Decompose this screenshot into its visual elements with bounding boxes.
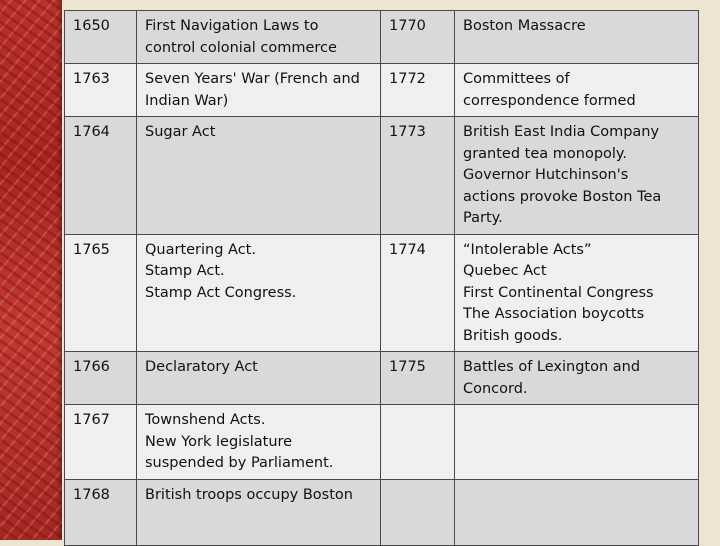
event-cell: “Intolerable Acts” Quebec Act First Continental Congress The Association boycotts British goods. bbox=[455, 234, 699, 352]
year-cell: 1767 bbox=[65, 405, 137, 480]
year-cell: 1775 bbox=[381, 352, 455, 405]
year-cell: 1773 bbox=[381, 117, 455, 235]
table-row bbox=[65, 64, 699, 117]
event-cell: Declaratory Act bbox=[137, 352, 381, 405]
year-cell: 1768 bbox=[65, 479, 137, 545]
event-cell: Sugar Act bbox=[137, 117, 381, 235]
table-row bbox=[65, 11, 699, 64]
timeline-table bbox=[64, 10, 699, 546]
event-cell bbox=[455, 479, 699, 545]
year-cell: 1763 bbox=[65, 64, 137, 117]
table-row bbox=[65, 479, 699, 545]
year-cell: 1774 bbox=[381, 234, 455, 352]
event-cell: Committees of correspondence formed bbox=[455, 64, 699, 117]
event-cell: Boston Massacre bbox=[455, 11, 699, 64]
table-row bbox=[65, 352, 699, 405]
year-cell bbox=[381, 405, 455, 480]
event-cell: British troops occupy Boston bbox=[137, 479, 381, 545]
decorative-side-border bbox=[0, 0, 62, 540]
table-row bbox=[65, 405, 699, 480]
table-row bbox=[65, 234, 699, 352]
table-row bbox=[65, 117, 699, 235]
year-cell: 1766 bbox=[65, 352, 137, 405]
event-cell: Seven Years' War (French and Indian War) bbox=[137, 64, 381, 117]
year-cell bbox=[381, 479, 455, 545]
event-cell: Quartering Act. Stamp Act. Stamp Act Congress. bbox=[137, 234, 381, 352]
event-cell: First Navigation Laws to control colonial commerce bbox=[137, 11, 381, 64]
year-cell: 1770 bbox=[381, 11, 455, 64]
event-cell: Townshend Acts. New York legislature suspended by Parliament. bbox=[137, 405, 381, 480]
year-cell: 1650 bbox=[65, 11, 137, 64]
year-cell: 1764 bbox=[65, 117, 137, 235]
year-cell: 1765 bbox=[65, 234, 137, 352]
year-cell: 1772 bbox=[381, 64, 455, 117]
event-cell: British East India Company granted tea monopoly. Governor Hutchinson's actions provoke Boston Tea Party. bbox=[455, 117, 699, 235]
event-cell: Battles of Lexington and Concord. bbox=[455, 352, 699, 405]
event-cell bbox=[455, 405, 699, 480]
